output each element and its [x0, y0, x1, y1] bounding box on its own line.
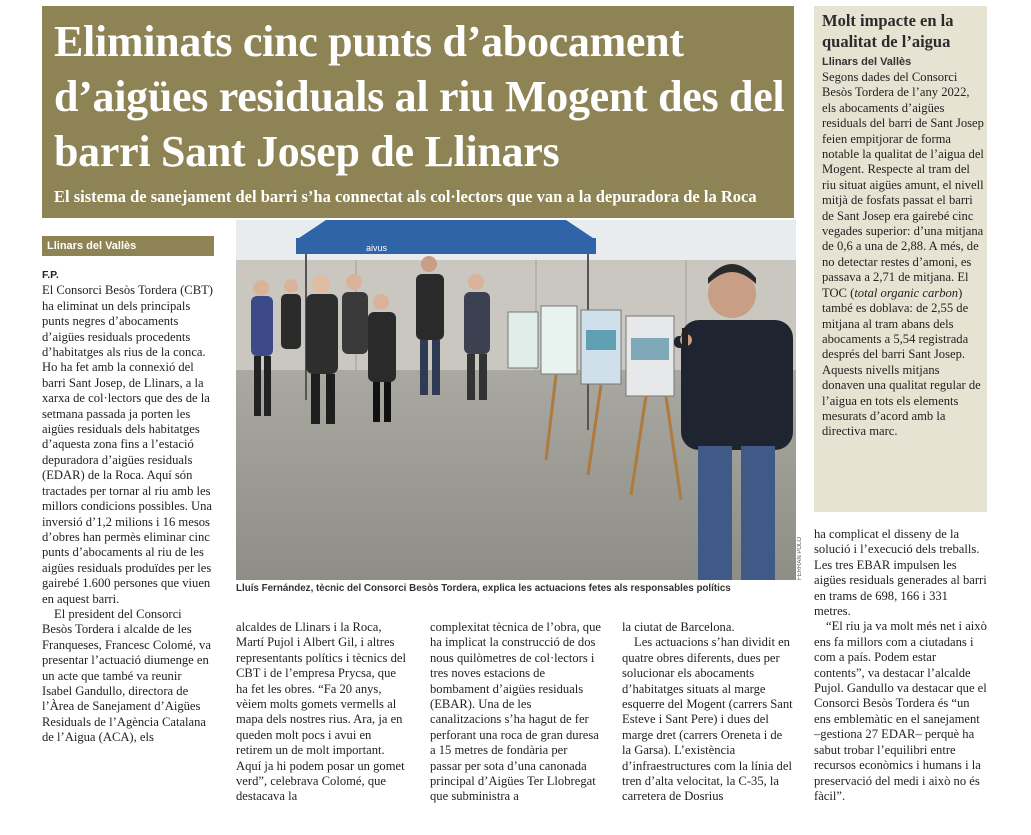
headline-subtitle: El sistema de sanejament del barri s’ha connectat als col·lectors que van a la depuradora de la Roca	[54, 187, 757, 206]
article-column-1	[42, 268, 214, 746]
article-column-4	[622, 620, 794, 805]
col3-paragraph: complexitat tècnica de l’obra, que ha implicat la construcció de dos nous quilòmetres de col·lectors i tres noves estacions de bombament d’aigües residuals (EBAR). Una de les canalitzacions s’ha hagut de fer perforant una roca de gran duresa a 15 metres de fondària per passar per sota d’una canonada principal d’Aigües Ter Llobregat que subministra a	[430, 620, 601, 804]
photo-credit: FERRAN POLO	[797, 536, 803, 580]
photo-caption: Lluís Fernández, tècnic del Consorci Besòs Tordera, explica les actuacions fetes als responsables polítics	[236, 583, 731, 594]
col2-paragraph: alcaldes de Llinars i la Roca, Martí Pujol i Albert Gil, i altres representants polítics i tècnics del CBT i de l’empresa Prycsa, que ha fet les obres. “Fa 20 anys, vèiem molts gomets vermells al mapa dels nostres rius. Ara, ja en queden molt pocs i avui en retirem un de molt important. Aquí ja hi podem posar un gomet verd”, celebrava Colomé, que destacava la	[236, 620, 406, 804]
headline-title: Eliminats cinc punts d’abocament d’aigües residuals al riu Mogent des del barri Sant Josep de Llinars	[54, 17, 785, 176]
headline-box	[42, 6, 794, 218]
sidebar-body	[822, 70, 984, 440]
byline: F.P.	[42, 269, 59, 281]
location-tag: Llinars del Vallès	[42, 236, 214, 256]
article-column-2	[236, 620, 408, 805]
article-photo	[236, 220, 796, 580]
photo-illustration	[236, 220, 796, 580]
sidebar-box	[814, 6, 987, 512]
article-column-5	[814, 527, 987, 804]
sidebar-body-text-2: ) també es doblava: de 2,55 de mitjana al tram abans dels abocaments a 5,54 registrada després del barri Sant Josep. Aquests nivells mitjans donaven una qualitat regular de l’aigua en tots els elements mesurats d’acord amb la directiva marc.	[822, 285, 981, 439]
col4-paragraph-1: la ciutat de Barcelona.	[622, 620, 735, 634]
col1-paragraph-1: El Consorci Besòs Tordera (CBT) ha eliminat un dels principals punts negres d’abocaments d’aigües residuals procedents d’habitatges als rius de la conca. Ho ha fet amb la connexió del barri Sant Josep, de Llinars, a la xarxa de col·lectors que des de la setmana passada ja porten les aigües residuals dels habitatges d’aquesta zona fins a l’estació depuradora d’aigües residuals (EDAR) de la Roca. Aquí són tractades per tornar al riu amb les millors condicions possibles. Una inversió d’1,2 milions i 16 mesos d’obres han permès eliminar cinc punts d’abocaments al riu de les aigües residuals produïdes per les gairebé 1.600 persones que viuen en aquest barri.	[42, 283, 213, 606]
col4-paragraph-2: Les actuacions s’han dividit en quatre obres diferents, dues per solucionar els abocaments d’habitatges situats al marge esquerre del Mogent (carrers Sant Esteve i Sant Pere) i dues del marge dret (carrers Oreneta i de la Garsa). L’existència d’infraestructures com la línia del tren d’alta velocitat, la C-35, la carretera de Dosrius	[622, 635, 793, 804]
sidebar-location: Llinars del Vallès	[822, 56, 912, 68]
col5-paragraph-1: ha complicat el disseny de la solució i l’execució dels treballs. Les tres EBAR impulsen les aigües residuals generades al barri en trams de 698, 166 i 331 metres.	[814, 527, 987, 619]
tent-canopy	[296, 238, 596, 254]
sidebar-body-italic: total organic carbon	[854, 285, 959, 300]
col5-paragraph-2: “El riu ja va molt més net i això ens fa millors com a ciutadans i com a país. Podem estar contents”, va destacar l’alcalde Pujol. Gandullo va destacar que el Consorci Besòs Tordera és “un ens emblemàtic en el sanejament –gestiona 27 EDAR– perquè ha sabut trobar l’equilibri entre recursos econòmics i humans i la preservació del medi i això no és fàcil”.	[814, 619, 987, 803]
tent-text: aivus	[366, 243, 388, 253]
sidebar-body-text-1: Segons dades del Consorci Besòs Tordera de l’any 2022, els abocaments d’aigües residuals del barri de Sant Josep feien empitjorar de forma notable la qualitat de l’aigua del Mogent. Respecte al tram del riu situat aigües amunt, el nivell mitjà de fosfats passat el barri de Sant Josep era gairebé cinc vegades superior: d’una mitjana de 0,6 a una de 2,88. A més, de no detectar restes d’amoni, es passava a 2,71 de mitjana. El TOC (	[822, 70, 984, 300]
article-column-3	[430, 620, 602, 805]
sidebar-title: Molt impacte en la qualitat de l’aigua	[822, 11, 954, 51]
col1-paragraph-2: El president del Consorci Besòs Tordera i alcalde de les Franqueses, Francesc Colomé, va presentar l’actuació diumenge en un acte que també va reunir Isabel Gandullo, directora de l’Àrea de Sanejament d’Aigües Residuals de l’Agència Catalana de l’Aigua (ACA), els	[42, 606, 211, 745]
